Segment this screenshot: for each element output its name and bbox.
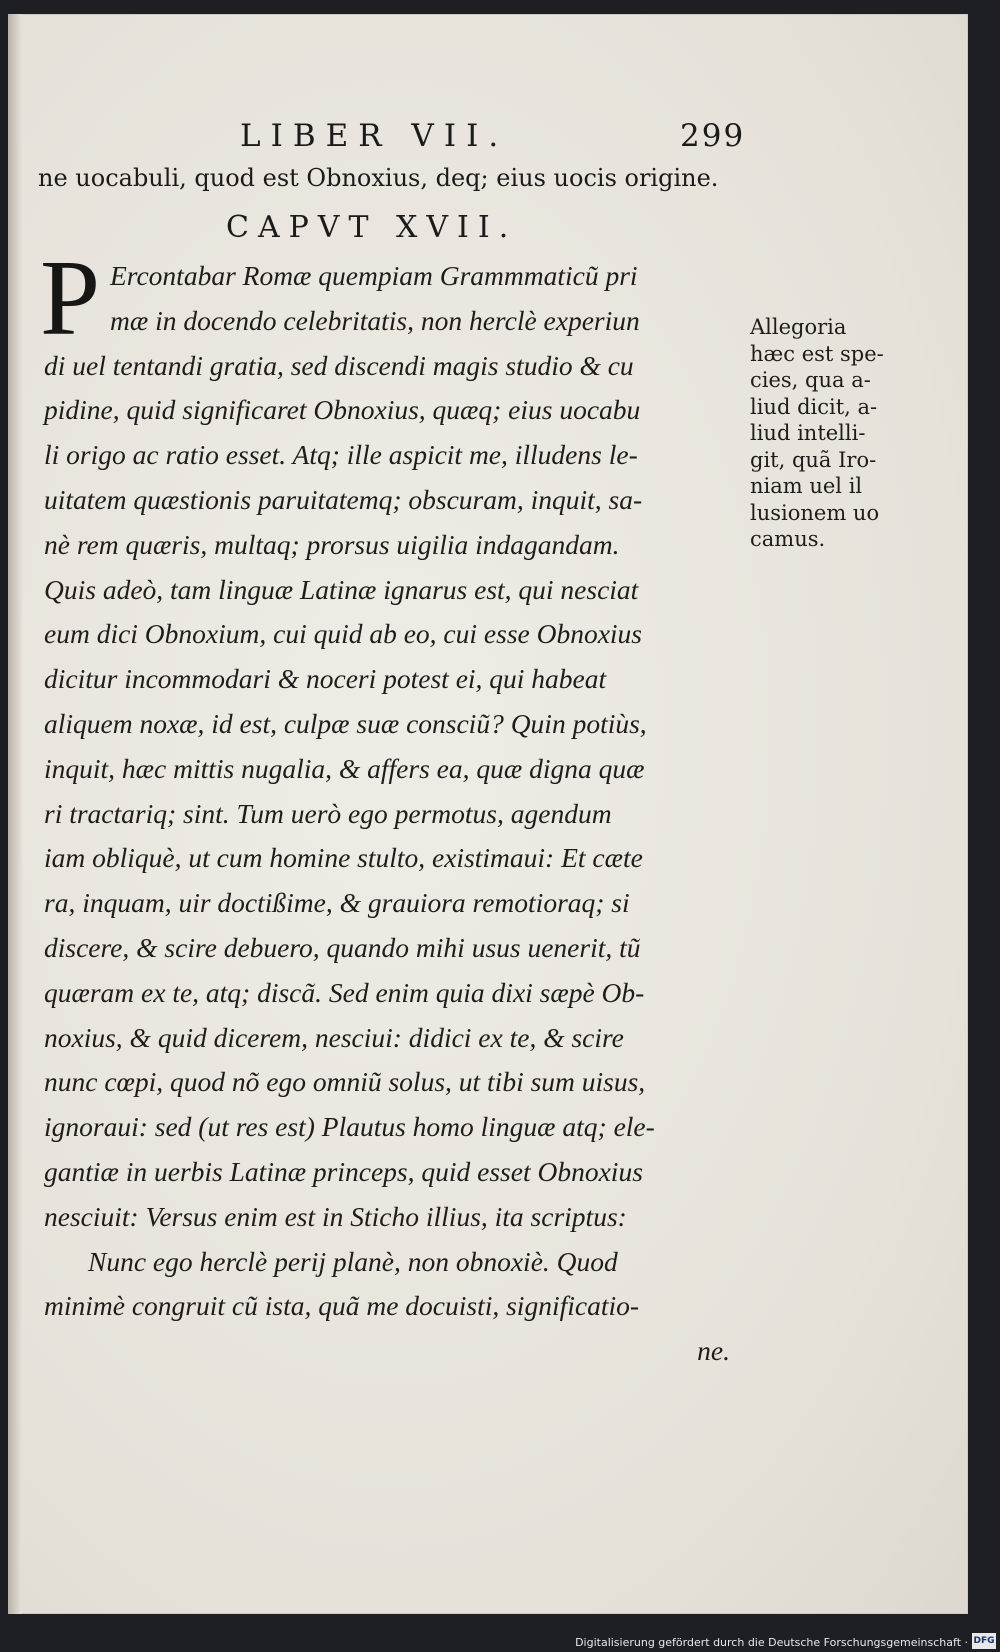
text-line: Ercontabar Romæ quempiam Grammmaticũ pri [110,260,638,291]
text-line: noxius, & quid dicerem, nesciui: didici ex te, & scire [44,1021,624,1053]
text-line: gantiæ in uerbis Latinæ princeps, quid esset Obnoxius [44,1155,643,1187]
chapter-heading: CAPVT XVII. [226,210,518,245]
text-line: eum dici Obnoxium, cui quid ab eo, cui esse Obnoxius [44,618,643,650]
text-line: ri tractariq; sint. Tum uerò ego permotus, agendum [44,797,612,829]
margin-note-line: cies, qua a- [750,368,871,392]
margin-note-line: niam uel il [750,474,863,498]
text-line: inquit, hæc mittis nugalia, & affers ea, quæ digna quæ [44,752,645,784]
running-title: ne uocabuli, quod est Obnoxius, deq; eius uocis origine. [38,164,719,192]
text-line: minimè congruit cũ ista, quã me docuisti, significatio- [44,1290,640,1322]
text-line: ra, inquam, uir doctißime, & grauiora remotioraq; si [44,887,630,919]
text-line: quæram ex te, atq; discã. Sed enim quia dixi sæpè Ob- [44,976,645,1008]
footer-bar [0,1628,1000,1652]
text-line: ne. [697,1335,730,1367]
text-line: iam obliquè, ut cum homine stulto, existimaui: Et cæte [44,842,643,874]
text-line: dicitur incommodari & noceri potest ei, qui habeat [44,663,607,695]
funding-credit: Digitalisierung gefördert durch die Deutsche Forschungsgemeinschaft · [575,1636,968,1649]
margin-note-line: camus. [750,527,826,551]
marginal-note [750,314,910,553]
text-line: mæ in docendo celebritatis, non herclè experiun [110,304,640,336]
text-line: discere, & scire debuero, quando mihi usus uenerit, tũ [44,931,641,963]
text-line: aliquem noxæ, id est, culpæ suæ consciũ? Quin potiùs, [44,707,647,739]
margin-note-line: lusionem uo [750,500,880,525]
page-gutter-shadow [8,14,22,1614]
text-line: di uel tentandi gratia, sed discendi magis studio & cu [44,349,634,381]
text-line: nè rem quæris, multaq; prorsus uigilia indagandam. [44,528,620,560]
text-line: Quis adeò, tam linguæ Latinæ ignarus est, qui nesciat [44,573,639,605]
text-line: nunc cœpi, quod nõ ego omniũ solus, ut tibi sum uisus, [44,1066,646,1098]
text-line: uitatem quæstionis paruitatemq; obscuram, inquit, sa- [44,483,643,515]
book-page [8,14,968,1614]
drop-capital: P [40,239,101,358]
margin-note-line: hæc est spe- [750,341,884,366]
margin-note-line: liud dicit, a- [750,394,878,419]
text-line: pidine, quid significaret Obnoxius, quæq; eius uocabu [44,394,641,426]
margin-note-line: Allegoria [750,315,847,339]
margin-note-line: liud intelli- [750,421,866,445]
dfg-logo: DFG [972,1633,996,1649]
verse-line: Nunc ego herclè perij planè, non obnoxiè. Quod [88,1245,618,1277]
text-line: ignoraui: sed (ut res est) Plautus homo linguæ atq; ele- [44,1111,655,1143]
text-line: li origo ac ratio esset. Atq; ille aspicit me, illudens le- [44,439,638,471]
body-text [44,254,744,1374]
margin-note-line: git, quã Iro- [750,447,877,472]
page-number: 299 [680,118,746,154]
text-line: nesciuit: Versus enim est in Sticho illius, ita scriptus: [44,1200,627,1232]
book-title: LIBER VII. [240,118,509,154]
